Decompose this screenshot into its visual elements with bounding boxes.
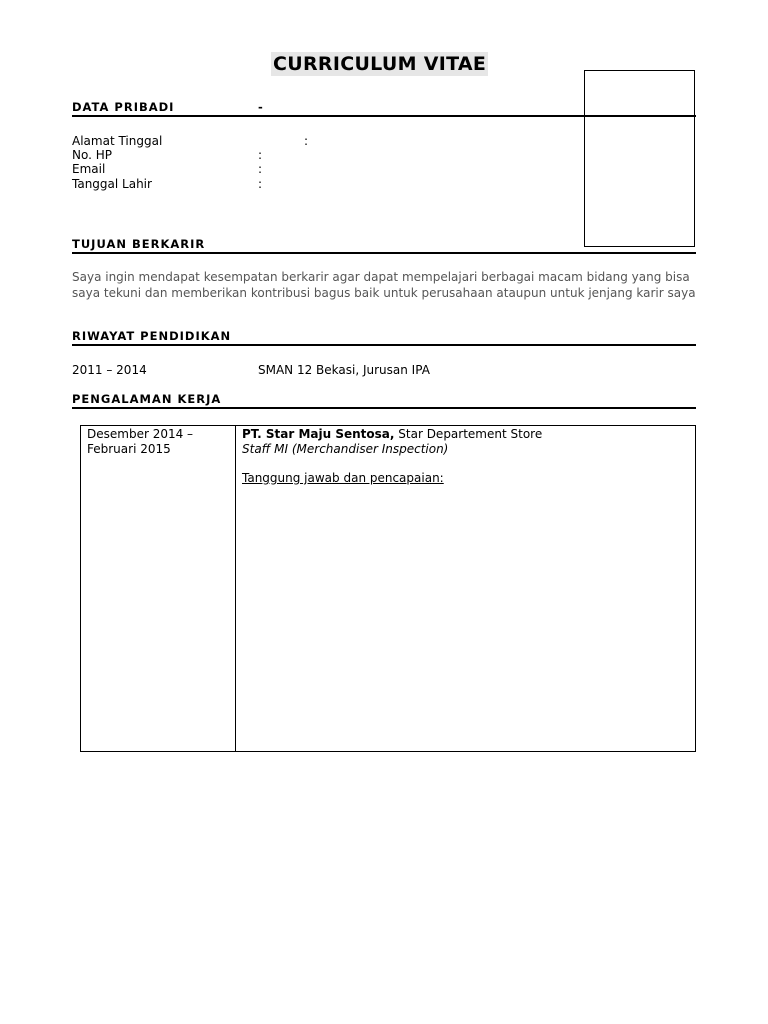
experience-table xyxy=(80,425,696,752)
company-name: PT. Star Maju Sentosa, xyxy=(242,427,395,441)
experience-period-start: Desember 2014 – xyxy=(87,427,194,441)
education-period: 2011 – 2014 xyxy=(72,363,147,377)
field-label-tanggal-lahir: Tanggal Lahir xyxy=(72,177,152,191)
responsibility-label: Tanggung jawab dan pencapaian: xyxy=(242,471,444,485)
field-label-alamat: Alamat Tinggal xyxy=(72,134,163,148)
section-heading-data-pribadi: DATA PRIBADI xyxy=(72,100,175,114)
section-rule xyxy=(72,115,696,117)
section-rule xyxy=(72,407,696,409)
field-separator-tanggal-lahir: : xyxy=(258,177,263,191)
tujuan-paragraph: Saya ingin mendapat kesempatan berkarir agar dapat mempelajari berbagai macam bidang yang bisa saya tekuni dan memberikan kontribusi bagus baik untuk perusahaan ataupun untuk jenjang karir saya xyxy=(72,270,696,300)
section-rule xyxy=(72,344,696,346)
company-description: Star Departement Store xyxy=(394,427,543,441)
field-label-email: Email xyxy=(72,162,106,176)
education-school: SMAN 12 Bekasi, Jurusan IPA xyxy=(258,363,430,377)
page-title: CURRICULUM VITAE xyxy=(273,53,487,75)
section-heading-tujuan: TUJUAN BERKARIR xyxy=(72,237,206,251)
section-heading-pengalaman: PENGALAMAN KERJA xyxy=(72,392,222,406)
data-pribadi-value: - xyxy=(258,100,264,114)
table-column-divider xyxy=(235,426,236,751)
field-separator-hp: : xyxy=(258,148,263,162)
field-label-hp: No. HP xyxy=(72,148,112,162)
field-separator-alamat: : xyxy=(304,134,309,148)
section-heading-pendidikan: RIWAYAT PENDIDIKAN xyxy=(72,329,232,343)
photo-placeholder xyxy=(584,70,695,247)
experience-position: Staff MI (Merchandiser Inspection) xyxy=(242,442,449,456)
experience-period-end: Februari 2015 xyxy=(87,442,171,456)
experience-company xyxy=(242,427,542,441)
field-separator-email: : xyxy=(258,162,263,176)
section-rule xyxy=(72,252,696,254)
